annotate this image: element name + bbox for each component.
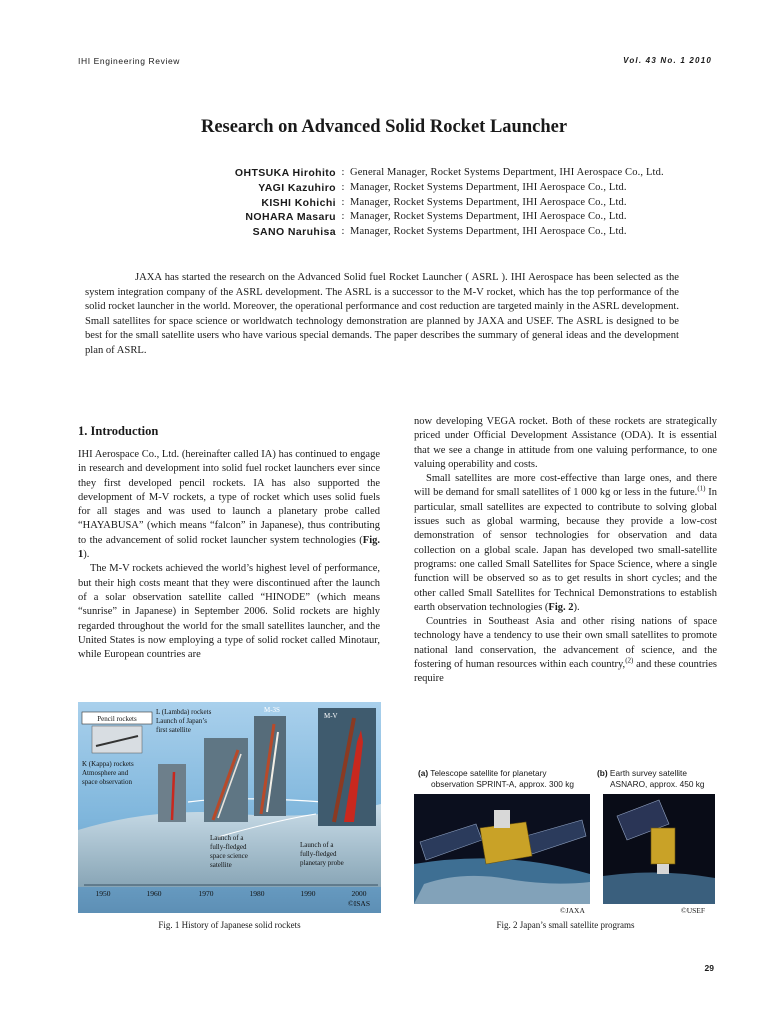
body-text: [78, 448, 380, 662]
paragraph: IHI Aerospace Co., Ltd. (hereinafter called IA) has continued to engage in research and development into solid fuel rocket launchers ever since they first developed pencil rockets. IA has also supported the development of M-V rockets, a type of rocket which uses solid fuels for all stages and was used to launch a planetary probe called “HAYABUSA” (which means “falcon” in Japanese), thus contributing to the advancement of solid rocket launcher system technologies (Fig. 1).: [78, 449, 380, 561]
kappa-label: K (Kappa) rockets: [82, 760, 134, 768]
section-heading: 1. Introduction: [78, 424, 159, 438]
m3s-rocket-photo: [254, 716, 286, 816]
figure-reference: Fig. 2: [548, 601, 574, 613]
lambda-label: first satellite: [156, 726, 191, 734]
author-affiliation: Manager, Rocket Systems Department, IHI Aerospace Co., Ltd.: [350, 196, 627, 208]
issue-info: Vol. 43 No. 1 2010: [623, 56, 712, 65]
author-row: OHTSUKA Hirohito : General Manager, Rocket Systems Department, IHI Aerospace Co., Ltd.: [150, 166, 664, 181]
figure-2b-label: (b) Earth survey satellite ASNARO, approx. 450 kg: [597, 768, 705, 789]
year-label: 1960: [146, 889, 162, 898]
figure-credit: ©ISAS: [348, 899, 370, 908]
year-label: 1990: [300, 889, 316, 898]
paper-title: Research on Advanced Solid Rocket Launcher: [200, 117, 568, 137]
journal-name: IHI Engineering Review: [78, 56, 181, 66]
planetary-probe-label: Launch of a: [300, 841, 334, 849]
author-row: YAGI Kazuhiro : Manager, Rocket Systems Department, IHI Aerospace Co., Ltd.: [150, 181, 664, 196]
citation: (1): [697, 484, 706, 493]
satellite-body: [651, 828, 675, 864]
author-name: KISHI Kohichi: [261, 196, 336, 209]
author-name: NOHARA Masaru: [245, 211, 336, 224]
author-name: OHTSUKA Hirohito: [234, 167, 336, 179]
space-science-label: fully-fledged: [210, 843, 247, 851]
figure-2-caption: Fig. 2 Japan’s small satellite programs: [496, 920, 635, 930]
planetary-probe-label: fully-fledged: [300, 850, 337, 858]
sprint-a-satellite-image: [414, 794, 590, 904]
paragraph: Small satellites are more cost-effective than large ones, and there will be demand for small satellites of 1 000 kg or less in the future.$^{(1)}$ In particular, small satellites are expected to contribute to solving global issues such as global warming, because they provide a low-cost demonstration of sensor technologies for observation and data collection on a global scale. Japan has developed two small-satellite programs: one called Small Satellites for Space Science, where a single function will be observed so as to get results in short cycles; and the other called Small Satellites for Technical Demonstrations to establish earth observation technologies (Fig. 2).: [414, 473, 717, 613]
right-column: [414, 415, 717, 687]
author-affiliation: Manager, Rocket Systems Department, IHI Aerospace Co., Ltd.: [350, 181, 627, 193]
mv-label: M-V: [324, 712, 338, 720]
pencil-rockets-label: Pencil rockets: [97, 715, 137, 723]
planetary-probe-label: planetary probe: [300, 859, 344, 867]
lambda-label: L (Lambda) rockets: [156, 708, 212, 716]
space-science-label: satellite: [210, 861, 232, 869]
space-science-label: Launch of a: [210, 834, 244, 842]
space-science-label: space science: [210, 852, 248, 860]
author-name: SANO Naruhisa: [252, 226, 336, 239]
figure-reference: Fig. 1: [78, 534, 380, 561]
pencil-rocket-photo: [92, 726, 142, 753]
author-row: SANO Naruhisa : Manager, Rocket Systems Department, IHI Aerospace Co., Ltd.: [150, 225, 664, 240]
sensor: [657, 864, 669, 874]
author-row: KISHI Kohichi : Manager, Rocket Systems Department, IHI Aerospace Co., Ltd.: [150, 196, 664, 211]
author-affiliation: Manager, Rocket Systems Department, IHI Aerospace Co., Ltd.: [350, 226, 627, 238]
figure-2a-label: (a) Telescope satellite for planetary observation SPRINT-A, approx. 300 kg: [418, 768, 574, 789]
figure-2b-credit: ©USEF: [681, 906, 706, 915]
kappa-label: space observation: [82, 778, 132, 786]
figure-1-caption: Fig. 1 History of Japanese solid rockets: [158, 920, 301, 930]
body-text: [414, 415, 717, 687]
telescope: [494, 810, 510, 828]
lambda-label: Launch of Japan’s: [156, 717, 207, 725]
citation: (2): [625, 656, 634, 665]
year-label: 1950: [95, 889, 111, 898]
earth-limb: [603, 872, 715, 904]
paragraph: Countries in Southeast Asia and other rising nations of space technology have a tendency to use their own small satellites to promote national land conservation, the advancement of science, and the fostering of human resources within each country,$^{(2)}$ and these countries require: [414, 616, 717, 685]
author-affiliation: Manager, Rocket Systems Department, IHI Aerospace Co., Ltd.: [350, 211, 627, 223]
year-label: 1970: [198, 889, 214, 898]
left-column: [78, 421, 380, 662]
paragraph: The M-V rockets achieved the world’s highest level of performance, but their high costs meant that they were discontinued after the launch of a solar observation satellite called “HINODE” (which means “sunrise” in Japanese) in September 2006. Solid rockets are highly regarded throughout the world for the small satellites launcher, and the United States is now employing a type of solid rocket called Minotaur, while European countries are: [78, 563, 380, 661]
abstract-text: JAXA has started the research on the Advanced Solid fuel Rocket Launcher ( ASRL ). IHI Aerospace has been selected as the system integration company of the ASRL development. The ASRL is a successor to the M-V rocket, which has the top performance of the solid rocket launcher in the world. Moreover, the operational performance and cost reduction are targeted mainly in the ASRL development. Small satellites for space science or worldwatch technology demonstration are planned by JAXA and USEF. The ASRL is designed to be best for the small satellite users who have various special demands. The paper describes the summary of general ideas and the development plan of ASRL.: [85, 272, 679, 356]
author-name: YAGI Kazuhiro: [258, 181, 336, 194]
year-label: 2000: [351, 889, 367, 898]
author-affiliation: General Manager, Rocket Systems Department, IHI Aerospace Co., Ltd.: [350, 167, 664, 178]
paragraph: now developing VEGA rocket. Both of these rockets are strategically priced under Official Development Assistance (ODA). It is essential that we see a change in attitude from one valuing performance, to one valuing operability and costs.: [414, 416, 717, 470]
page-number: 29: [704, 963, 714, 973]
kappa-label: Atmosphere and: [82, 769, 129, 777]
asnaro-satellite-image: [603, 794, 715, 904]
figure-1-rocket-history: [78, 702, 381, 913]
m3s-label: M-3S: [264, 706, 280, 714]
author-list: [150, 166, 664, 240]
author-row: NOHARA Masaru : Manager, Rocket Systems Department, IHI Aerospace Co., Ltd.: [150, 210, 664, 225]
abstract: [85, 271, 679, 359]
figure-2a-credit: ©JAXA: [560, 906, 585, 915]
year-label: 1980: [249, 889, 265, 898]
